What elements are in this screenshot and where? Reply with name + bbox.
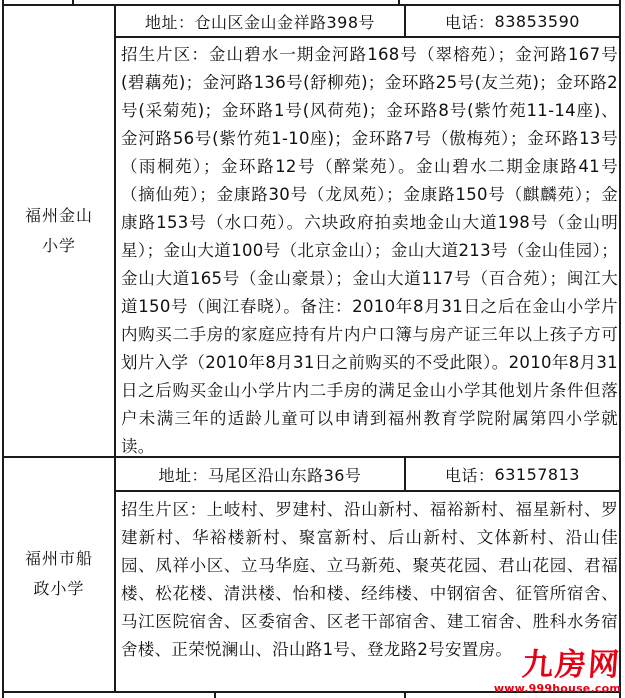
table-border-row1-bottom xyxy=(114,36,621,38)
table-border-right xyxy=(619,0,621,698)
school2-district-text: 招生片区：上岐村、罗建村、沿山新村、福裕新村、福星新村、罗建新村、华裕楼新村、聚富新村、后山新村、文体新村、沿山佳园、凤祥小区、立马华庭、立马新苑、聚英花园、君山花园、君福楼、松花楼、清洪楼、怡和楼、经纬楼、中钢宿舍、征管所宿舍、马江医院宿舍、区委宿舍、区老干部宿舍、建工宿舍、胜科水务宿舍楼、正荣悦澜山、沿山路1号、登龙路2号安置房。 xyxy=(121,500,618,659)
table-border-name-column xyxy=(114,4,116,693)
site-watermark xyxy=(493,647,623,695)
site-watermark-logo: 九房网 xyxy=(520,647,623,683)
school1-address-cell xyxy=(116,6,404,36)
school1-address-value: 仓山区金山金祥路398号 xyxy=(194,12,376,32)
table-border-bottom-tick-1 xyxy=(214,693,216,698)
school2-address-value: 马尾区沿山东路36号 xyxy=(208,465,362,485)
school2-phone-label: 电话： xyxy=(445,465,495,485)
school1-phone-cell xyxy=(406,6,619,36)
school1-name-cell xyxy=(4,6,114,456)
school2-phone-cell xyxy=(406,458,619,490)
school2-address-cell xyxy=(116,458,404,490)
school2-name: 福州市船政小学 xyxy=(24,549,93,598)
school2-phone-value: 63157813 xyxy=(494,464,580,484)
table-border-bottom-tick-2 xyxy=(404,693,406,698)
school1-district-text: 招生片区：金山碧水一期金河路168号（翠榕苑）；金河路167号(碧藕苑)；金河路136号(舒柳苑)；金环路25号(友兰苑)；金环路2号(采菊苑)；金环路1号(风荷苑)；金环路8号(紫竹苑11-14座)、金河路56号(紫竹苑1-10座)；金环路7号（傲梅苑）；金环路13号（雨桐苑）；金环路12号（醉棠苑）。金山碧水二期金康路41号（摘仙苑）；金康路30号（龙凤苑）；金康路150号（麒麟苑）；金康路153号（水口苑）。六块政府拍卖地金山大道198号（金山明星）；金山大道100号（北京金山）；金山大道213号（金山佳园）；金山大道165号（金山豪景）；金山大道117号（百合苑）；闽江大道150号（闽江春晓）。备注：2010年8月31日之后在金山小学片内购买二手房的家庭应持有片内户口簿与房产证三年以上孩子方可划片入学（2010年8月31日之前购买的不受此限）。2010年8月31日之后购买金山小学片内二手房的满足金山小学其他划片条件但落户未满三年的适龄儿童可以申请到福州教育学院附属第四小学就读。 xyxy=(121,45,618,456)
school1-address-label: 地址： xyxy=(144,12,195,32)
school1-name: 福州金山小学 xyxy=(24,206,93,255)
site-watermark-url: www.999house.com xyxy=(493,682,621,695)
school2-name-cell xyxy=(4,458,114,690)
table-border-row3-bottom xyxy=(114,490,621,492)
school1-phone-label: 电话： xyxy=(445,12,495,32)
school2-address-label: 地址： xyxy=(158,465,209,485)
school1-phone-value: 83853590 xyxy=(494,11,580,31)
